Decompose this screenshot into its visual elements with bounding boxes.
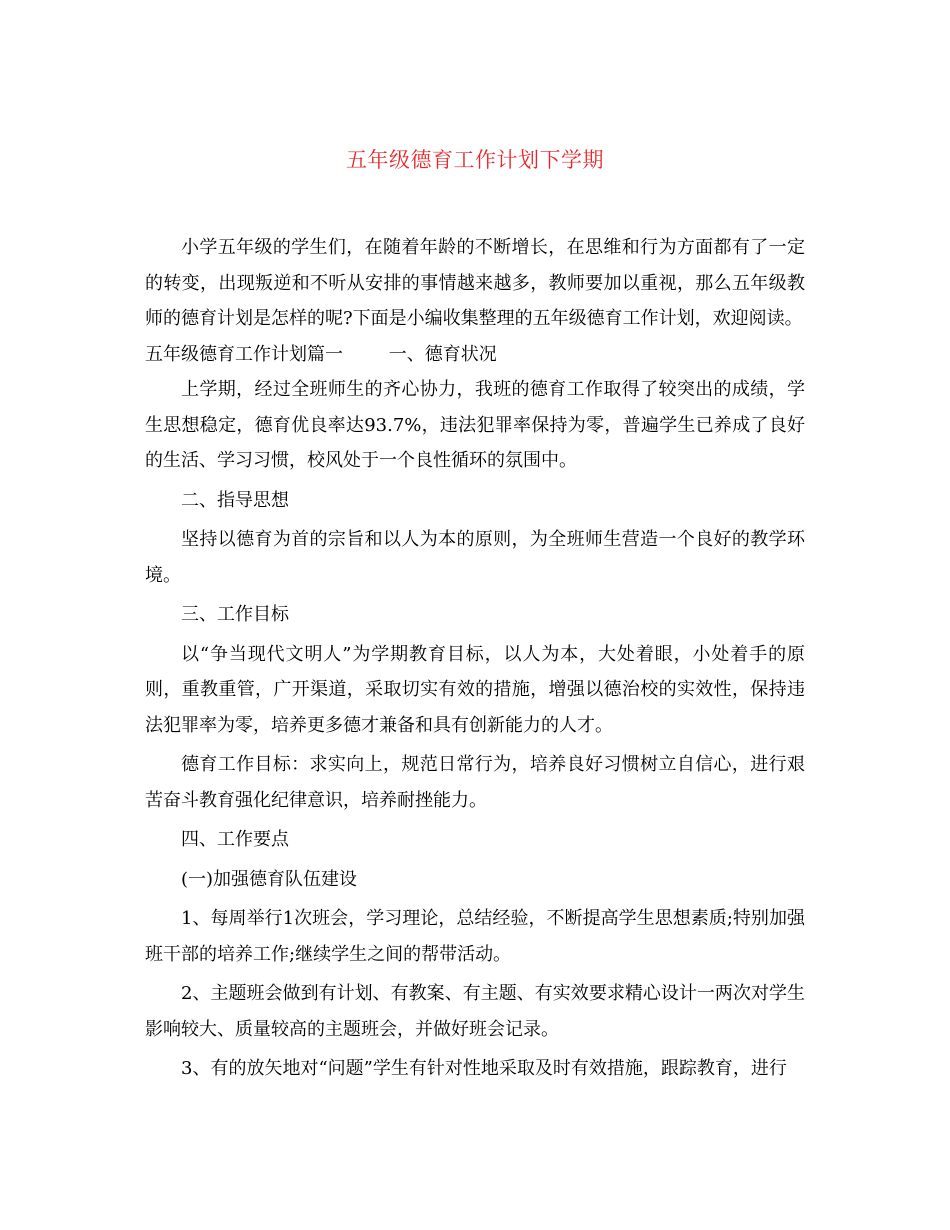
- list-item-3: 3、有的放矢地对“问题”学生有针对性地采取及时有效措施，跟踪教育，进行: [181, 1058, 787, 1079]
- paragraph-2: 坚持以德育为首的宗旨和以人为本的原则，为全班师生营造一个良好的教学环境。: [145, 529, 805, 586]
- list-item-1: 1、每周举行1次班会，学习理论，总结经验，不断提高学生思想素质;特别加强班干部的培养工作;继续学生之间的帮带活动。: [145, 908, 805, 965]
- section-header: 五年级德育工作计划篇一 一、德育状况: [145, 343, 497, 365]
- heading-work-points: 四、工作要点: [181, 829, 289, 850]
- list-item-2: 2、主题班会做到有计划、有教案、有主题、有实效要求精心设计一两次对学生影响较大、质量较高的主题班会，并做好班会记录。: [145, 983, 805, 1040]
- document-body: [145, 230, 805, 1087]
- subheading-team-building: (一)加强德育队伍建设: [181, 868, 358, 890]
- heading-guiding-ideology: 二、指导思想: [181, 489, 289, 511]
- document-title: 五年级德育工作计划下学期: [346, 148, 604, 172]
- paragraph-3: 以“争当现代文明人”为学期教育目标，以人为本，大处着眼，小处着手的原则，重教重管，广开渠道，采取切实有效的措施，增强以德治校的实效性，保持违法犯罪率为零，培养更多德才兼备和具有创新能力的人才。: [145, 643, 805, 736]
- paragraph-1: 上学期，经过全班师生的齐心协力，我班的德育工作取得了较突出的成绩，学生思想稳定，德育优良率达93.7%，违法犯罪率保持为零，普遍学生已养成了良好的生活、学习习惯，校风处于一个良性循环的氛围中。: [145, 379, 805, 471]
- intro-paragraph: 小学五年级的学生们，在随着年龄的不断增长，在思维和行为方面都有了一定的转变，出现叛逆和不听从安排的事情越来越多，教师要加以重视，那么五年级教师的德育计划是怎样的呢?下面是小编收集整理的五年级德育工作计划，欢迎阅读。: [145, 237, 805, 329]
- paragraph-4: 德育工作目标：求实向上，规范日常行为，培养良好习惯树立自信心，进行艰苦奋斗教育强化纪律意识，培养耐挫能力。: [145, 754, 805, 811]
- heading-work-goals: 三、工作目标: [181, 604, 289, 625]
